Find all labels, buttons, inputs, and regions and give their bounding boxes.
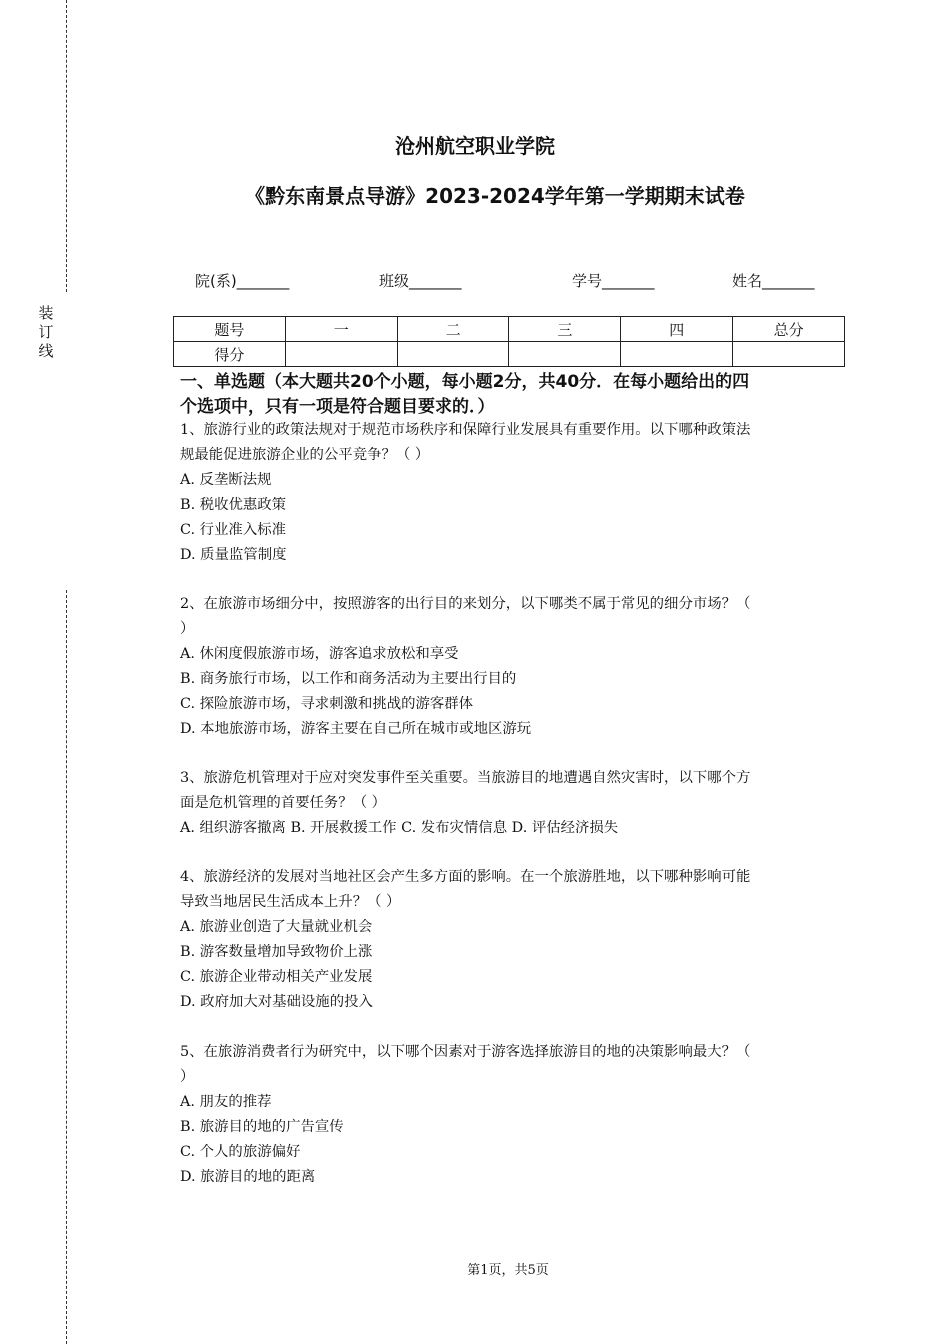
exam-title: 《黔东南景点导游》2023-2024学年第一学期期末试卷 (245, 184, 745, 208)
option-d: D. 旅游目的地的距离 (180, 1169, 316, 1185)
score-table-cell (509, 342, 621, 367)
score-table-cell: 总分 (733, 317, 845, 342)
option-c: C. 旅游企业带动相关产业发展 (180, 969, 373, 985)
option-d: D. 政府加大对基础设施的投入 (180, 994, 373, 1010)
question-text: 1、旅游行业的政策法规对于规范市场秩序和保障行业发展具有重要作用。以下哪种政策法 (180, 422, 751, 438)
option-d: D. 本地旅游市场，游客主要在自己所在城市或地区游玩 (180, 721, 532, 737)
option-d: D. 质量监管制度 (180, 547, 287, 563)
score-table-cell: 三 (509, 317, 621, 342)
question-text: ） (180, 621, 195, 637)
score-table-cell (621, 342, 733, 367)
class-field: 班级_______ (379, 272, 462, 290)
option-b: B. 商务旅行市场，以工作和商务活动为主要出行目的 (180, 671, 517, 687)
question-2 (180, 592, 840, 742)
question-text: 5、在旅游消费者行为研究中，以下哪个因素对于游客选择旅游目的地的决策影响最大？（ (180, 1044, 751, 1060)
binding-label: 装 订 线 (38, 304, 54, 360)
question-text: 导致当地居民生活成本上升？（ ） (180, 894, 401, 910)
school-name: 沧州航空职业学院 (395, 134, 555, 158)
department-field: 院(系)_______ (195, 272, 290, 290)
question-text: 3、旅游危机管理对于应对突发事件至关重要。当旅游目的地遭遇自然灾害时，以下哪个方 (180, 770, 751, 786)
score-table-cell: 四 (621, 317, 733, 342)
option-a: A. 旅游业创造了大量就业机会 (180, 919, 373, 935)
score-table-cell: 一 (285, 317, 397, 342)
question-5 (180, 1040, 840, 1190)
question-text: 4、旅游经济的发展对当地社区会产生多方面的影响。在一个旅游胜地，以下哪种影响可能 (180, 869, 751, 885)
option-c: C. 探险旅游市场，寻求刺激和挑战的游客群体 (180, 696, 474, 712)
binding-line-bottom (66, 590, 67, 1344)
student-id-field: 学号_______ (572, 272, 655, 290)
score-table-cell: 二 (397, 317, 509, 342)
score-table-cell: 题号 (174, 317, 286, 342)
option-a: A. 休闲度假旅游市场，游客追求放松和享受 (180, 646, 459, 662)
question-text: 面是危机管理的首要任务？（ ） (180, 795, 387, 811)
score-table-cell (733, 342, 845, 367)
score-table-cell (397, 342, 509, 367)
section-heading: 一、单选题（本大题共20个小题，每小题2分，共40分．在每小题给出的四 个选项中，只有一项是符合题目要求的．） (180, 372, 750, 417)
options-inline: A. 组织游客撤离 B. 开展救援工作 C. 发布灾情信息 D. 评估经济损失 (180, 820, 619, 836)
question-1 (180, 418, 840, 568)
score-table-cell: 得分 (174, 342, 286, 367)
option-a: A. 反垄断法规 (180, 472, 272, 488)
question-4 (180, 865, 840, 1015)
option-b: B. 旅游目的地的广告宣传 (180, 1119, 344, 1135)
option-c: C. 个人的旅游偏好 (180, 1144, 301, 1160)
score-table-score-row (174, 342, 845, 367)
name-field: 姓名_______ (732, 272, 815, 290)
score-table (173, 316, 845, 367)
option-a: A. 朋友的推荐 (180, 1094, 272, 1110)
option-b: B. 游客数量增加导致物价上涨 (180, 944, 373, 960)
score-table-header-row (174, 317, 845, 342)
page-number: 第1页，共5页 (467, 1263, 549, 1278)
option-c: C. 行业准入标准 (180, 522, 286, 538)
question-text: 规最能促进旅游企业的公平竞争？（ ） (180, 447, 430, 463)
question-text: 2、在旅游市场细分中，按照游客的出行目的来划分，以下哪类不属于常见的细分市场？（ (180, 596, 751, 612)
question-text: ） (180, 1069, 195, 1085)
option-b: B. 税收优惠政策 (180, 497, 287, 513)
question-3 (180, 766, 840, 841)
score-table-cell (285, 342, 397, 367)
